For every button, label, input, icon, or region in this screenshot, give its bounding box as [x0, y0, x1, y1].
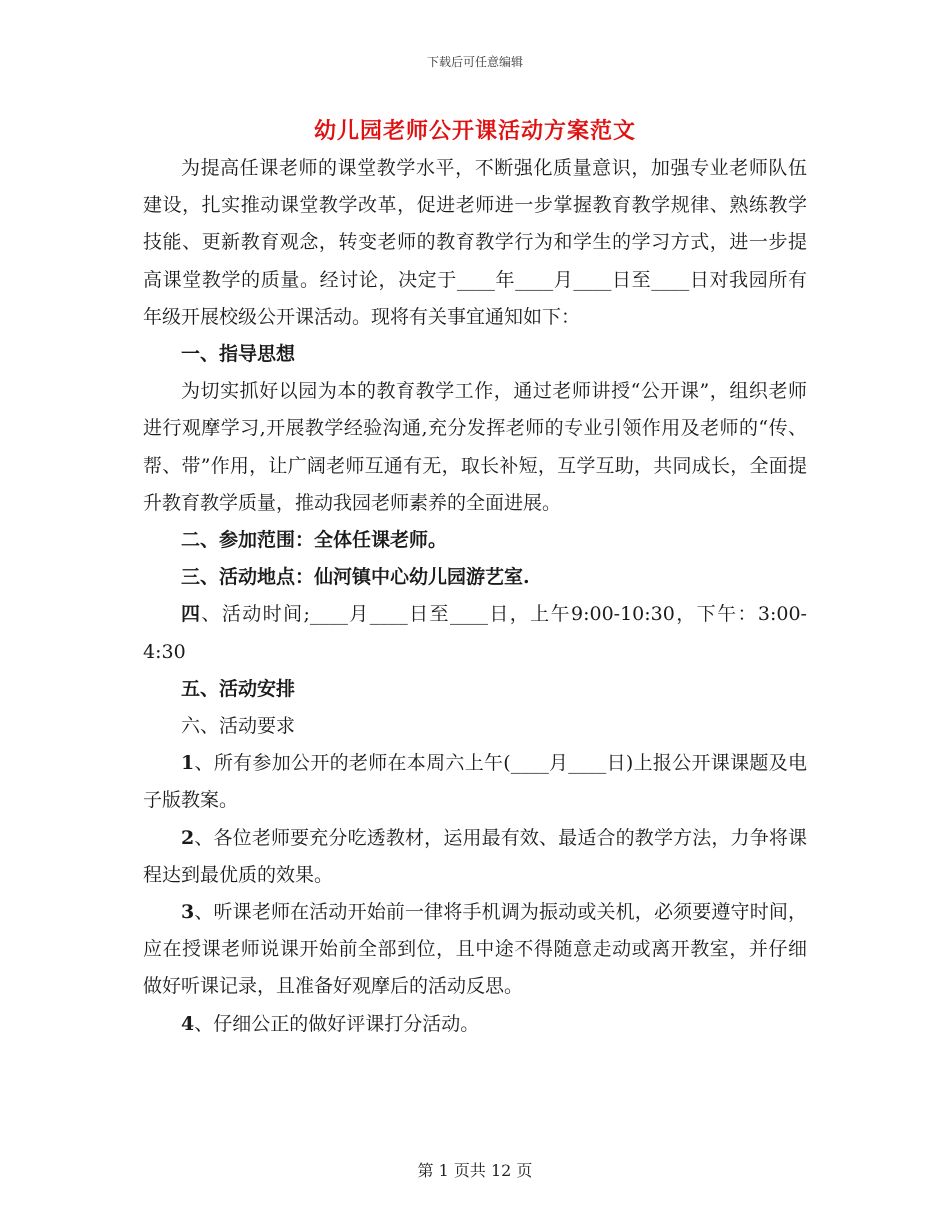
- section-3-location: 三、活动地点：仙河镇中心幼儿园游艺室.: [181, 566, 530, 589]
- requirement-4-number: 4: [181, 1012, 195, 1035]
- requirement-2-number: 2: [181, 826, 195, 849]
- section-4-label: 四: [181, 603, 202, 626]
- requirement-1: [143, 745, 807, 819]
- requirement-2-text: 、各位老师要充分吃透教材，运用最有效、最适合的教学方法，力争将课程达到最优质的效果。: [143, 826, 807, 886]
- requirement-3-number: 3: [181, 901, 195, 924]
- requirement-3-text: 、听课老师在活动开始前一律将手机调为振动或关机，必须要遵守时间，应在授课老师说课开始前全部到位，且中途不得随意走动或离开教室，并仔细做好听课记录，且准备好观摩后的活动反思。: [143, 901, 807, 998]
- requirement-2: [143, 820, 807, 894]
- intro-paragraph: 为提高任课老师的课堂教学水平，不断强化质量意识，加强专业老师队伍建设，扎实推动课堂教学改革，促进老师进一步掌握教育教学规律、熟练教学技能、更新教育观念，转变老师的教育教学行为和学生的学习方式，进一步提高课堂教学的质量。经讨论，决定于____年____月____日至____日对我园所有年级开展校级公开课活动。现将有关事宜通知如下：: [143, 157, 807, 328]
- requirement-1-text: 、所有参加公开的老师在本周六上午(____月____日)上报公开课课题及电子版教案。: [143, 752, 807, 812]
- section-6-heading: 六、活动要求: [181, 715, 296, 738]
- requirement-4: [143, 1006, 807, 1043]
- requirement-3: [143, 894, 807, 1006]
- requirement-1-number: 1: [181, 752, 195, 775]
- requirement-4-text: 、仔细公正的做好评课打分活动。: [194, 1012, 480, 1035]
- page-footer: 第 1 页共 12 页: [417, 1161, 533, 1180]
- section-5-heading: 五、活动安排: [181, 677, 296, 700]
- section-1-body: 为切实抓好以园为本的教育教学工作，通过老师讲授“公开课”，组织老师进行观摩学习,开展教学经验沟通,充分发挥老师的专业引领作用及老师的“传、帮、带”作用，让广阔老师互通有无，取长补短，互学互助，共同成长，全面提升教育教学质量，推动我园老师素养的全面进展。: [143, 380, 807, 514]
- section-4-text: 、活动时间;____月____日至____日，上午9:00-10:30，下午：3:00-4:30: [143, 603, 807, 663]
- document-body: [143, 150, 807, 1043]
- section-2-scope: 二、参加范围：全体任课老师。: [181, 529, 448, 552]
- section-1-heading: 一、指导思想: [181, 343, 296, 366]
- document-title: 幼儿园老师公开课活动方案范文: [313, 118, 636, 144]
- section-4-time: [143, 596, 807, 670]
- page-header: 下载后可任意编辑: [426, 55, 523, 69]
